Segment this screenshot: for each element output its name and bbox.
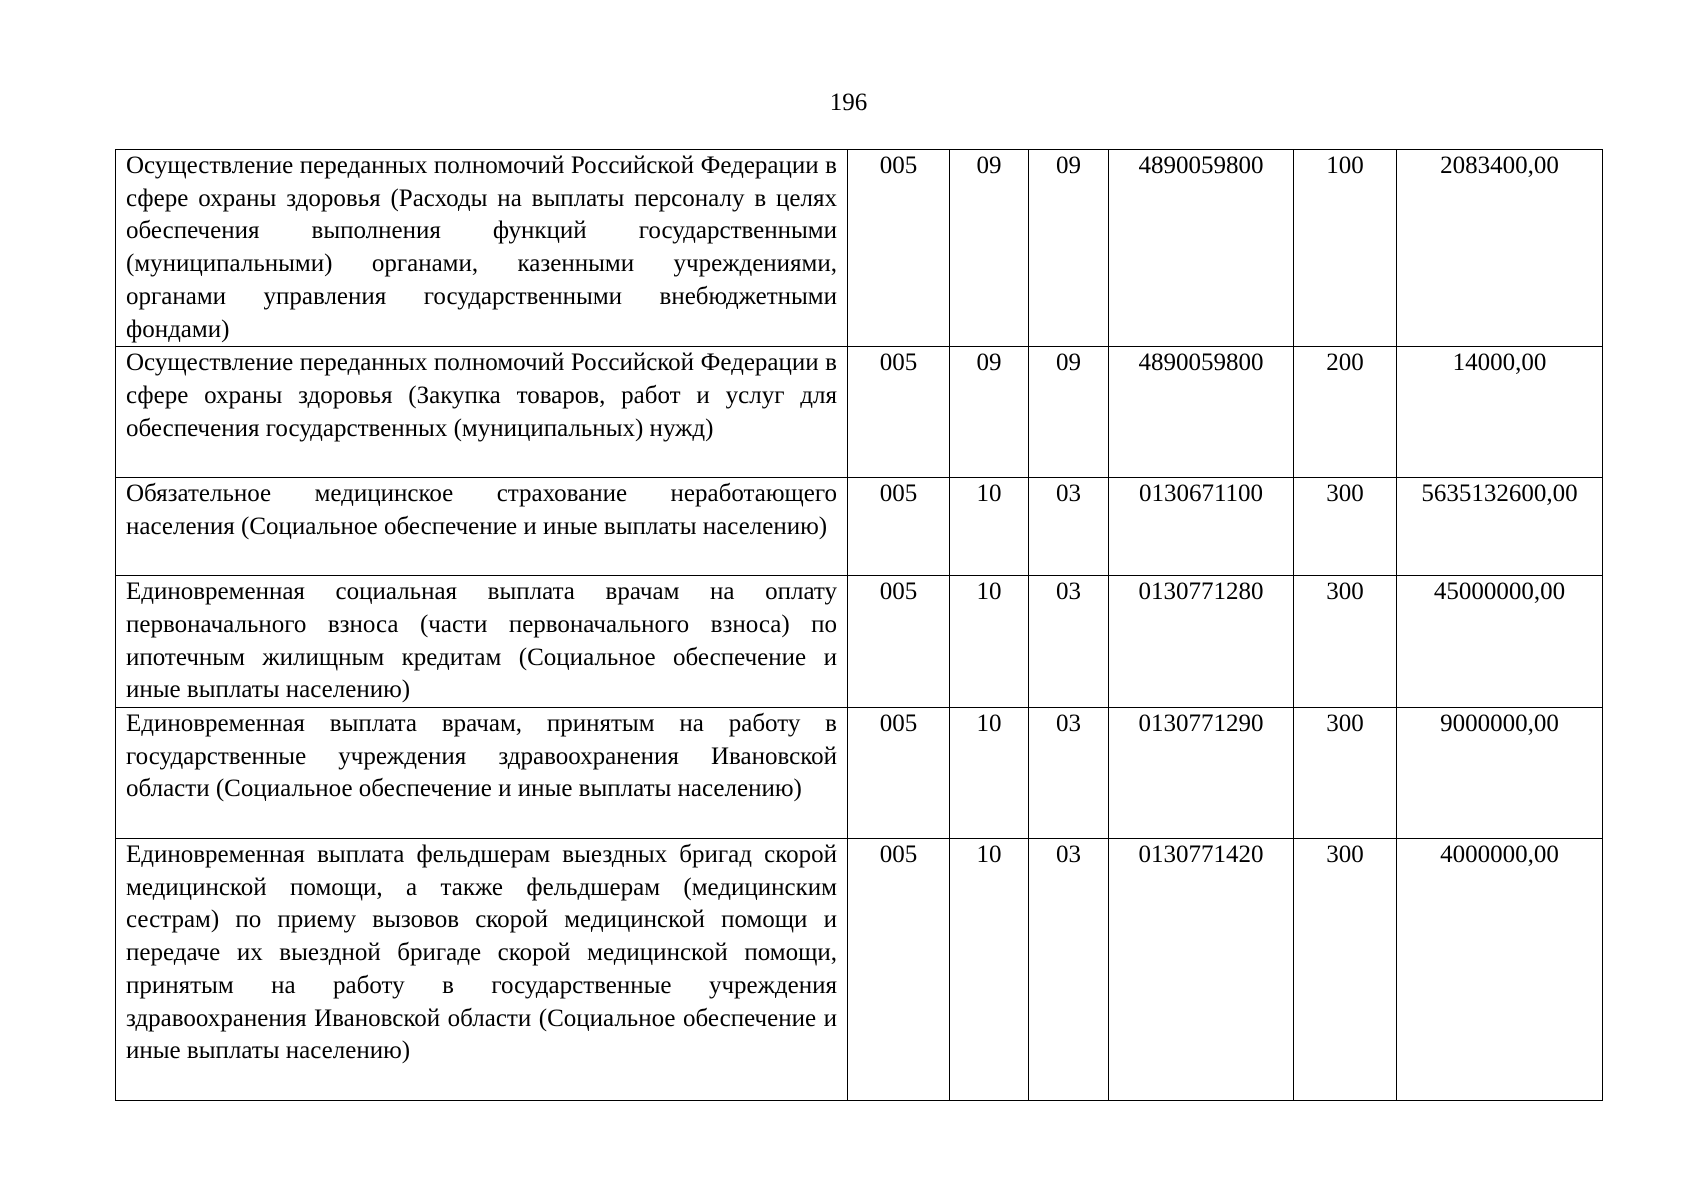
subsection-code: 03: [1029, 708, 1109, 839]
amount-cell: 2083400,00: [1397, 150, 1603, 347]
row-description: Осуществление переданных полномочий Российской Федерации в сфере охраны здоровья (Расходы на выплаты персоналу в целях обеспечения выполнения функций государственными (муниципальными) органами, казенными учреждениями, органами управления государственными внебюджетными фондами): [116, 150, 848, 347]
row-description: Обязательное медицинское страхование неработающего населения (Социальное обеспечение и иные выплаты населению): [116, 478, 848, 576]
amount-cell: 4000000,00: [1397, 839, 1603, 1101]
section-code: 10: [950, 839, 1029, 1101]
table-row: [116, 576, 1603, 708]
table-row: [116, 839, 1603, 1101]
section-code: 10: [950, 708, 1029, 839]
target-article-code: 0130771420: [1109, 839, 1294, 1101]
subsection-code: 03: [1029, 839, 1109, 1101]
subsection-code: 03: [1029, 576, 1109, 708]
expense-type-code: 200: [1294, 347, 1397, 478]
table-row: [116, 150, 1603, 347]
page-number: 196: [829, 89, 868, 116]
subsection-code: 03: [1029, 478, 1109, 576]
amount-cell: 45000000,00: [1397, 576, 1603, 708]
section-code: 10: [950, 478, 1029, 576]
ministry-code: 005: [848, 839, 950, 1101]
amount-cell: 5635132600,00: [1397, 478, 1603, 576]
target-article-code: 4890059800: [1109, 347, 1294, 478]
row-description: Осуществление переданных полномочий Российской Федерации в сфере охраны здоровья (Закупка товаров, работ и услуг для обеспечения государственных (муниципальных) нужд): [116, 347, 848, 478]
table-row: [116, 347, 1603, 478]
target-article-code: 0130771290: [1109, 708, 1294, 839]
subsection-code: 09: [1029, 347, 1109, 478]
target-article-code: 0130671100: [1109, 478, 1294, 576]
ministry-code: 005: [848, 150, 950, 347]
row-description: Единовременная социальная выплата врачам на оплату первоначального взноса (части первоначального взноса) по ипотечным жилищным кредитам (Социальное обеспечение и иные выплаты населению): [116, 576, 848, 708]
row-description: Единовременная выплата фельдшерам выездных бригад скорой медицинской помощи, а также фельдшерам (медицинским сестрам) по приему вызовов скорой медицинской помощи и передаче их выездной бригаде скорой медицинской помощи, принятым на работу в государственные учреждения здравоохранения Ивановской области (Социальное обеспечение и иные выплаты населению): [116, 839, 848, 1101]
expense-type-code: 300: [1294, 576, 1397, 708]
ministry-code: 005: [848, 576, 950, 708]
table-row: [116, 478, 1603, 576]
subsection-code: 09: [1029, 150, 1109, 347]
expense-type-code: 300: [1294, 478, 1397, 576]
amount-cell: 14000,00: [1397, 347, 1603, 478]
amount-cell: 9000000,00: [1397, 708, 1603, 839]
expense-type-code: 300: [1294, 839, 1397, 1101]
table-row: [116, 708, 1603, 839]
budget-table: [115, 149, 1603, 1101]
section-code: 10: [950, 576, 1029, 708]
section-code: 09: [950, 347, 1029, 478]
ministry-code: 005: [848, 708, 950, 839]
section-code: 09: [950, 150, 1029, 347]
expense-type-code: 300: [1294, 708, 1397, 839]
row-description: Единовременная выплата врачам, принятым на работу в государственные учреждения здравоохранения Ивановской области (Социальное обеспечение и иные выплаты населению): [116, 708, 848, 839]
target-article-code: 4890059800: [1109, 150, 1294, 347]
expense-type-code: 100: [1294, 150, 1397, 347]
ministry-code: 005: [848, 347, 950, 478]
ministry-code: 005: [848, 478, 950, 576]
target-article-code: 0130771280: [1109, 576, 1294, 708]
